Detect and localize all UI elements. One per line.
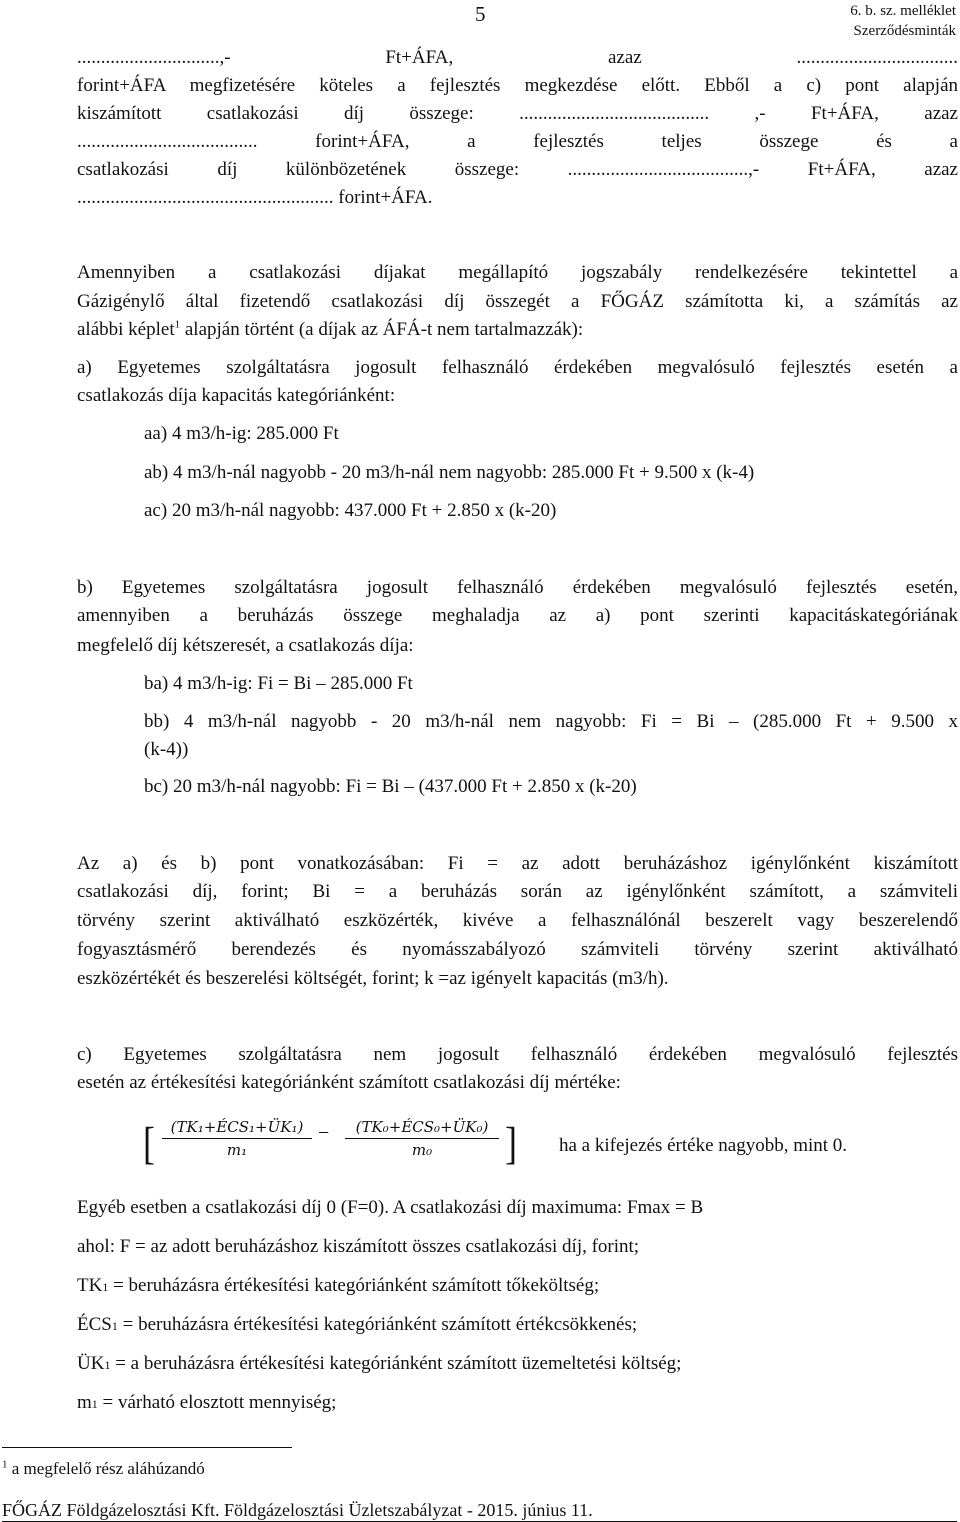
other-line-2: ahol: F = az adott beruházáshoz kiszámított összes csatlakozási díj, forint;	[77, 1236, 640, 1257]
fraction-1-numerator: (TK₁+ÉCS₁+ÜK₁)	[170, 1118, 304, 1136]
section-a-line-1: a) Egyetemes szolgáltatásra jogosult felhasználó érdekében megvalósuló fejlesztés esetén a	[77, 357, 958, 378]
section-c-line-2: esetén az értékesítési kategóriánként számított csatlakozási díj mértéke:	[77, 1072, 621, 1093]
minus-sign: −	[318, 1122, 330, 1144]
item-bb-line-2: (k-4))	[144, 739, 189, 760]
footnote: $^1$ a megfelelő rész aláhúzandó	[2, 1458, 205, 1478]
item-bc: bc) 20 m3/h-nál nagyobb: Fi = Bi – (437.000 Ft + 2.850 x (k-20)	[144, 776, 637, 797]
bracket-left: [	[143, 1118, 155, 1169]
footnote-separator	[2, 1447, 292, 1448]
intro-line-1: Amennyiben a csatlakozási díjakat megállapító jogszabály rendelkezésére tekintettel a	[77, 262, 958, 283]
item-aa: aa) 4 m3/h-ig: 285.000 Ft	[144, 423, 339, 444]
def-tk: TK1 = beruházásra értékesítési kategóriánként számított tőkeköltség;	[77, 1275, 600, 1296]
annex-label: 6. b. sz. melléklet	[850, 3, 956, 19]
fraction-2-denominator: m₀	[411, 1141, 433, 1159]
definitions-line-5: eszközértékét és beszerelési költségét, forint; k =az igényelt kapacitás (m3/h).	[77, 968, 669, 989]
section-a-line-2: csatlakozás díja kapacitás kategóriánként:	[77, 385, 396, 406]
def-ecs: ÉCS1 = beruházásra értékesítési kategóriánként számított értékcsökkenés;	[77, 1314, 638, 1335]
intro-line-2: Gázigénylő által fizetendő csatlakozási díj összegét a FŐGÁZ számította ki, a számítás az	[77, 291, 958, 312]
item-bb-line-1: bb) 4 m3/h-nál nagyobb - 20 m3/h-nál nem nagyobb: Fi = Bi – (285.000 Ft + 9.500 x	[144, 711, 958, 732]
fraction-1	[156, 1116, 318, 1161]
top-line-3: kiszámított csatlakozási díj összege: ........................................ ,- Ft+ÁFA, azaz	[77, 103, 958, 124]
top-line-1: ..............................,- Ft+ÁFA, azaz ..................................	[77, 47, 958, 68]
definitions-line-1: Az a) és b) pont vonatkozásában: Fi = az adott beruházáshoz igénylőnként kiszámított	[77, 853, 958, 874]
section-c-line-1: c) Egyetemes szolgáltatásra nem jogosult felhasználó érdekében megvalósuló fejlesztés	[77, 1044, 958, 1065]
fraction-1-denominator: m₁	[226, 1141, 248, 1159]
definitions-line-3: törvény szerint aktiválható eszközérték, kivéve a felhasználónál beszerelt vagy beszerelendő	[77, 910, 958, 931]
definitions-line-4: fogyasztásmérő berendezés és nyomásszabályozó számviteli törvény szerint aktiválható	[77, 939, 958, 960]
connection-fee-formula	[143, 1116, 521, 1170]
top-line-4: ...................................... forint+ÁFA, a fejlesztés teljes összege és a	[77, 131, 958, 152]
item-ba: ba) 4 m3/h-ig: Fi = Bi – 285.000 Ft	[144, 673, 413, 694]
footnote-ref: 1	[174, 318, 181, 331]
fraction-2-numerator: (TK₀+ÉCS₀+ÜK₀)	[355, 1118, 489, 1136]
top-line-5: csatlakozási díj különbözetének összege: ......................................,- Ft+ÁFA, azaz	[77, 159, 958, 180]
def-uk: ÜK1 = a beruházásra értékesítési kategóriánként számított üzemeltetési költség;	[77, 1353, 682, 1374]
intro-line-3: alábbi képlet$^1$ alapján történt (a díjak az ÁFÁ-t nem tartalmazzák):	[77, 318, 584, 340]
item-ac: ac) 20 m3/h-nál nagyobb: 437.000 Ft + 2.850 x (k-20)	[144, 500, 557, 521]
top-line-6: ...................................................... forint+ÁFA.	[77, 187, 433, 208]
def-m: m1 = várható elosztott mennyiség;	[77, 1392, 337, 1413]
section-b-line-3: megfelelő díj kétszeresét, a csatlakozás díja:	[77, 635, 414, 656]
section-b-line-1: b) Egyetemes szolgáltatásra jogosult felhasználó érdekében megvalósuló fejlesztés esetén,	[77, 577, 958, 598]
other-line-1: Egyéb esetben a csatlakozási díj 0 (F=0). A csatlakozási díj maximuma: Fmax = B	[77, 1197, 704, 1218]
formula-condition: ha a kifejezés értéke nagyobb, mint 0.	[559, 1135, 848, 1156]
bracket-right: ]	[505, 1118, 517, 1169]
fraction-2	[339, 1116, 505, 1161]
definitions-line-2: csatlakozási díj, forint; Bi = a beruházás során az igénylőnként számított, a számviteli	[77, 881, 958, 902]
template-label: Szerződésminták	[853, 23, 956, 39]
page-footer: FŐGÁZ Földgázelosztási Kft. Földgázelosztási Üzletszabályzat - 2015. június 11.	[2, 1500, 593, 1520]
item-ab: ab) 4 m3/h-nál nagyobb - 20 m3/h-nál nem nagyobb: 285.000 Ft + 9.500 x (k-4)	[144, 462, 755, 483]
page-number: 5	[475, 2, 486, 26]
section-b-line-2: amennyiben a beruházás összege meghaladja az a) pont szerinti kapacitáskategóriának	[77, 605, 958, 626]
top-line-2: forint+ÁFA megfizetésére köteles a fejlesztés megkezdése előtt. Ebből a c) pont alapján	[77, 75, 958, 96]
